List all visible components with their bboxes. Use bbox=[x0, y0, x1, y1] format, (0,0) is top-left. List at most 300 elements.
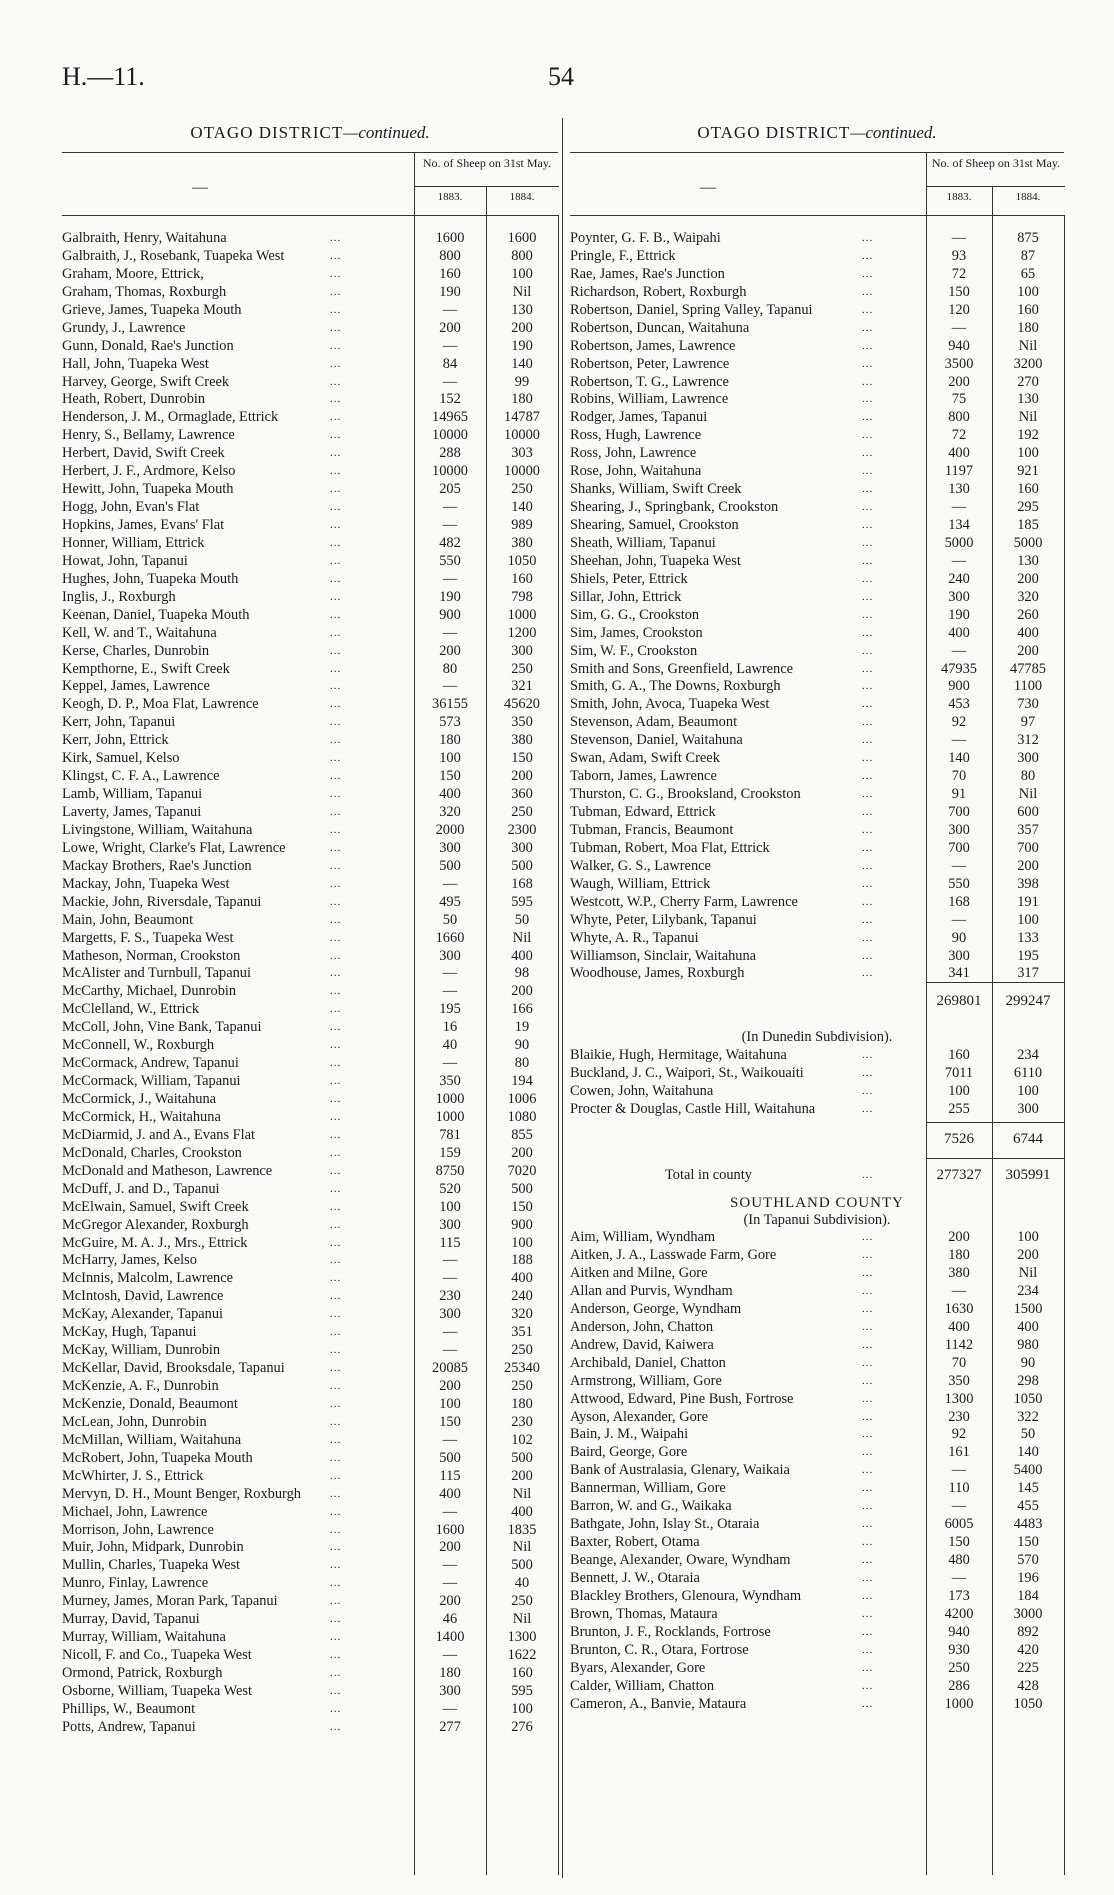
leader-dots: ... bbox=[330, 519, 342, 531]
owner-name: Cowen, John, Waitahuna bbox=[570, 1083, 714, 1100]
sheep-1883: 800 bbox=[948, 409, 970, 426]
table-row bbox=[570, 625, 1064, 643]
table-row bbox=[570, 822, 1064, 840]
leader-dots: ... bbox=[330, 1397, 342, 1410]
owner-name: Main, John, Beaumont bbox=[62, 911, 194, 928]
leader-dots: ... bbox=[862, 877, 874, 890]
owner-name: Grundy, J., Lawrence bbox=[62, 319, 186, 336]
owner-name: Hopkins, James, Evans' Flat bbox=[62, 517, 225, 533]
sheep-1883: 160 bbox=[439, 265, 461, 282]
owner-name: Ross, Hugh, Lawrence bbox=[570, 427, 702, 444]
sheep-1884: 87 bbox=[1020, 247, 1036, 264]
column-rule bbox=[992, 215, 993, 1875]
sheep-1884: 595 bbox=[511, 1682, 533, 1699]
sheep-1883: — bbox=[442, 1324, 458, 1341]
sheep-1884: 892 bbox=[1017, 1623, 1039, 1640]
sheep-1884: 98 bbox=[514, 965, 530, 982]
owner-name: Kirk, Samuel, Kelso bbox=[62, 750, 180, 767]
leader-dots: ... bbox=[862, 1661, 874, 1674]
sheep-1883: 100 bbox=[439, 1198, 461, 1215]
table-row bbox=[570, 965, 1064, 983]
sheep-1884: 855 bbox=[511, 1126, 533, 1143]
sheep-1884: 3000 bbox=[1013, 1605, 1043, 1622]
sheep-1883: 255 bbox=[948, 1101, 970, 1118]
sheep-1883: 72 bbox=[951, 427, 967, 444]
leader-dots: ... bbox=[330, 1057, 342, 1070]
sheep-1883: — bbox=[442, 517, 458, 533]
sheep-1884: 47785 bbox=[1010, 660, 1046, 677]
sheep-1884: 303 bbox=[511, 445, 533, 462]
leader-dots: ... bbox=[862, 572, 874, 585]
table-row bbox=[62, 1593, 558, 1611]
owner-name: Allan and Purvis, Wyndham bbox=[570, 1282, 733, 1299]
table-row bbox=[570, 1319, 1064, 1337]
table-row bbox=[62, 840, 558, 858]
sheep-1883: — bbox=[951, 911, 967, 928]
leader-dots: ... bbox=[330, 303, 342, 316]
sheep-1884: 250 bbox=[511, 1593, 533, 1610]
owner-name: McLean, John, Dunrobin bbox=[62, 1413, 207, 1430]
dunedin-rows bbox=[570, 1047, 1064, 1119]
owner-name: Smith, John, Avoca, Tuapeka West bbox=[570, 696, 770, 713]
leader-dots: ... bbox=[330, 1720, 342, 1733]
table-row bbox=[62, 643, 558, 661]
sheep-1884: 875 bbox=[1017, 230, 1039, 246]
table-row bbox=[62, 858, 558, 876]
table-row bbox=[62, 1719, 558, 1737]
leader-dots: ... bbox=[862, 913, 874, 926]
owner-name: Heath, Robert, Dunrobin bbox=[62, 391, 206, 408]
leader-dots: ... bbox=[862, 249, 874, 262]
table-row bbox=[62, 1665, 558, 1683]
sheep-1883: — bbox=[442, 1503, 458, 1520]
leader-dots: ... bbox=[862, 1231, 874, 1244]
sheep-1884: 420 bbox=[1017, 1641, 1039, 1658]
left-table-header bbox=[62, 152, 558, 216]
sheep-1884: 5000 bbox=[1013, 534, 1043, 551]
sheep-1883: 10000 bbox=[432, 463, 468, 480]
sheep-1884: 45620 bbox=[504, 696, 540, 713]
sheep-1883: 300 bbox=[439, 1682, 461, 1699]
table-row bbox=[570, 1337, 1064, 1355]
sheep-1883: — bbox=[951, 552, 967, 569]
leader-dots: ... bbox=[330, 357, 342, 370]
sheep-1884: 250 bbox=[511, 804, 533, 820]
owner-name: Keogh, D. P., Moa Flat, Lawrence bbox=[62, 696, 259, 713]
owner-name: Westcott, W.P., Cherry Farm, Lawrence bbox=[570, 893, 798, 910]
leader-dots: ... bbox=[862, 1267, 874, 1279]
column-rule bbox=[414, 215, 415, 1875]
sheep-1883: — bbox=[442, 1055, 458, 1072]
sheep-1883: 3500 bbox=[944, 355, 974, 372]
sheep-1884: 1200 bbox=[507, 624, 537, 641]
sheep-1884: 400 bbox=[511, 1503, 533, 1520]
leader-dots: ... bbox=[862, 770, 874, 783]
owner-name: Hall, John, Tuapeka West bbox=[62, 355, 209, 372]
leader-dots: ... bbox=[330, 1451, 342, 1464]
sheep-1884: 1300 bbox=[507, 1629, 537, 1646]
sheep-1884: 90 bbox=[1020, 1354, 1036, 1371]
table-row bbox=[62, 1360, 558, 1378]
owner-name: Hewitt, John, Tuapeka Mouth bbox=[62, 481, 234, 498]
sum-rule bbox=[926, 982, 1064, 983]
leader-dots: ... bbox=[330, 536, 342, 549]
sheep-1884: 200 bbox=[511, 983, 533, 1000]
owner-name: Procter & Douglas, Castle Hill, Waitahuna bbox=[570, 1101, 816, 1118]
sheep-1883: 480 bbox=[948, 1552, 970, 1568]
column-rule bbox=[926, 215, 927, 1875]
sheep-1884: 225 bbox=[1017, 1659, 1039, 1676]
leader-dots: ... bbox=[862, 841, 874, 854]
owner-name: McKay, William, Dunrobin bbox=[62, 1342, 221, 1359]
owner-name: Mackay Brothers, Rae's Junction bbox=[62, 857, 252, 874]
table-row bbox=[62, 678, 558, 696]
sheep-1884: 145 bbox=[1017, 1480, 1039, 1497]
table-row bbox=[570, 427, 1064, 445]
owner-name: Howat, John, Tapanui bbox=[62, 552, 188, 569]
sheep-1883: — bbox=[442, 373, 458, 390]
table-row bbox=[62, 391, 558, 409]
owner-name: Herbert, David, Swift Creek bbox=[62, 445, 225, 462]
owner-name: Rose, John, Waitahuna bbox=[570, 463, 702, 480]
sheep-1884: 798 bbox=[511, 588, 533, 605]
sheep-1884: 190 bbox=[511, 337, 533, 354]
sheep-1884: 500 bbox=[511, 1449, 533, 1466]
leader-dots: ... bbox=[330, 1523, 342, 1536]
sheep-1883: 400 bbox=[439, 786, 461, 803]
table-row bbox=[570, 266, 1064, 284]
dunedin-subdivision-heading: (In Dunedin Subdivision). bbox=[741, 1029, 893, 1046]
sheep-1884: 1600 bbox=[507, 230, 537, 246]
sheep-1883: — bbox=[951, 1462, 967, 1479]
owner-name: Gunn, Donald, Rae's Junction bbox=[62, 337, 234, 354]
right-column bbox=[570, 118, 1064, 1878]
sheep-1884: 140 bbox=[1017, 1444, 1039, 1461]
owner-name: Matheson, Norman, Crookston bbox=[62, 947, 241, 964]
report-code: H.—11. bbox=[62, 62, 145, 91]
owner-name: Poynter, G. F. B., Waipahi bbox=[570, 230, 721, 246]
sheep-1884: 500 bbox=[511, 1180, 533, 1197]
sheep-1884: 270 bbox=[1017, 373, 1039, 390]
leader-dots: ... bbox=[330, 1684, 342, 1697]
owner-name: Whyte, A. R., Tapanui bbox=[570, 929, 699, 946]
county-total-1884: 305991 bbox=[1005, 1167, 1051, 1184]
leader-dots: ... bbox=[330, 267, 342, 280]
column-divider bbox=[562, 118, 563, 1878]
owner-name: Swan, Adam, Swift Creek bbox=[570, 750, 720, 767]
owner-name: Bain, J. M., Waipahi bbox=[570, 1426, 689, 1443]
owner-name: Beange, Alexander, Oware, Wyndham bbox=[570, 1552, 791, 1568]
table-row bbox=[570, 696, 1064, 714]
right-table-body bbox=[570, 230, 1064, 1713]
table-row bbox=[570, 1552, 1064, 1570]
sheep-1883: 700 bbox=[948, 839, 970, 856]
sheep-1884: 320 bbox=[1017, 588, 1039, 605]
leader-dots: ... bbox=[862, 1284, 874, 1297]
owner-name: McKay, Alexander, Tapanui bbox=[62, 1306, 224, 1323]
sheep-1883: 80 bbox=[442, 660, 458, 677]
leader-dots: ... bbox=[330, 1290, 342, 1303]
right-column-title: OTAGO DISTRICT—continued. bbox=[697, 123, 937, 142]
leader-dots: ... bbox=[330, 734, 342, 747]
sheep-1883: — bbox=[951, 732, 967, 749]
sheep-1883: 1600 bbox=[435, 1521, 465, 1538]
table-row bbox=[62, 1181, 558, 1199]
owner-name: Sim, G. G., Crookston bbox=[570, 606, 700, 623]
table-row bbox=[62, 912, 558, 930]
sheep-1884: 25340 bbox=[504, 1360, 540, 1377]
sheep-1883: 520 bbox=[439, 1180, 461, 1197]
page-header bbox=[0, 62, 1114, 102]
table-row bbox=[570, 1624, 1064, 1642]
leader-dots: ... bbox=[330, 877, 342, 890]
table-row bbox=[62, 1557, 558, 1575]
table-row bbox=[570, 930, 1064, 948]
sheep-1884: 360 bbox=[511, 786, 533, 803]
sheep-1883: 100 bbox=[948, 1083, 970, 1100]
leader-dots: ... bbox=[862, 1482, 874, 1495]
leader-dots: ... bbox=[862, 285, 874, 298]
sheep-1884: 200 bbox=[511, 1467, 533, 1484]
table-row bbox=[570, 374, 1064, 392]
sheep-1883: 7011 bbox=[944, 1065, 974, 1082]
sheep-1883: 200 bbox=[439, 319, 461, 336]
sheep-1883: 152 bbox=[439, 391, 461, 408]
table-row bbox=[62, 1414, 558, 1432]
sheep-1883: 300 bbox=[948, 588, 970, 605]
sheep-1883: 190 bbox=[439, 283, 461, 300]
sheep-1883: 168 bbox=[948, 893, 970, 910]
owner-name: Muir, John, Midpark, Dunrobin bbox=[62, 1539, 244, 1556]
owner-name: Whyte, Peter, Lilybank, Tapanui bbox=[570, 911, 757, 928]
table-row bbox=[570, 750, 1064, 768]
leader-dots: ... bbox=[862, 626, 874, 639]
sheep-1884: 130 bbox=[1017, 391, 1039, 408]
sheep-1884: 65 bbox=[1020, 265, 1036, 282]
owner-name: Ayson, Alexander, Gore bbox=[570, 1408, 708, 1425]
owner-name: Henderson, J. M., Ormaglade, Ettrick bbox=[62, 409, 279, 426]
sheep-1884: 234 bbox=[1017, 1282, 1039, 1299]
table-row bbox=[570, 571, 1064, 589]
leader-dots: ... bbox=[330, 1164, 342, 1177]
sheep-1884: 50 bbox=[514, 911, 530, 928]
sheep-1883: 5000 bbox=[944, 534, 974, 551]
table-row bbox=[62, 1683, 558, 1701]
table-row bbox=[570, 1373, 1064, 1391]
sheep-1884: Nil bbox=[1018, 1265, 1038, 1281]
sheep-1884: 194 bbox=[511, 1073, 533, 1090]
table-row bbox=[62, 535, 558, 553]
table-row bbox=[570, 1391, 1064, 1409]
table-row bbox=[570, 1065, 1064, 1083]
table-row bbox=[62, 1037, 558, 1055]
sheep-1884: 150 bbox=[511, 1198, 533, 1215]
owner-name: McMillan, William, Waitahuna bbox=[62, 1431, 242, 1448]
sheep-1884: 140 bbox=[511, 499, 533, 516]
sheep-1884: 150 bbox=[511, 750, 533, 767]
table-row bbox=[62, 1252, 558, 1270]
year-1884-header: 1884. bbox=[1015, 191, 1041, 203]
sheep-1883: 1660 bbox=[435, 929, 465, 946]
year-1883-header: 1883. bbox=[437, 191, 463, 203]
table-row bbox=[570, 356, 1064, 374]
table-row bbox=[62, 1288, 558, 1306]
owner-name: Stevenson, Adam, Beaumont bbox=[570, 714, 738, 731]
owner-name: Laverty, James, Tapanui bbox=[62, 804, 202, 820]
leader-dots: ... bbox=[330, 841, 342, 854]
sheep-1883: 205 bbox=[439, 481, 461, 498]
leader-dots: ... bbox=[862, 1446, 874, 1459]
sheep-1884: 400 bbox=[511, 947, 533, 964]
owner-name: Shanks, William, Swift Creek bbox=[570, 481, 742, 498]
sheep-1883: 150 bbox=[948, 283, 970, 300]
owner-name: Baxter, Robert, Otama bbox=[570, 1534, 700, 1551]
table-row bbox=[570, 1409, 1064, 1427]
table-row bbox=[62, 230, 558, 248]
owner-name: McKellar, David, Brooksdale, Tapanui bbox=[62, 1360, 285, 1377]
sheep-1883: 84 bbox=[442, 355, 458, 372]
sheep-1883: 300 bbox=[948, 947, 970, 964]
leader-dots: ... bbox=[330, 662, 342, 675]
table-row bbox=[62, 1396, 558, 1414]
table-row bbox=[570, 732, 1064, 750]
table-row bbox=[570, 553, 1064, 571]
owner-name: Waugh, William, Ettrick bbox=[570, 875, 711, 892]
sheep-1883: 350 bbox=[948, 1372, 970, 1389]
leader-dots: ... bbox=[862, 1103, 874, 1116]
table-row bbox=[62, 1342, 558, 1360]
sheep-1884: 150 bbox=[1017, 1534, 1039, 1551]
leader-dots: ... bbox=[330, 931, 342, 944]
leader-dots: ... bbox=[330, 967, 342, 980]
sheep-1883: — bbox=[442, 1342, 458, 1359]
sheep-1883: 200 bbox=[948, 1229, 970, 1246]
sheep-1884: 14787 bbox=[504, 409, 540, 426]
sheep-1884: 380 bbox=[511, 534, 533, 551]
leader-dots: ... bbox=[330, 1380, 342, 1392]
sheep-1884: 40 bbox=[514, 1575, 530, 1592]
owner-name: Bathgate, John, Islay St., Otaraia bbox=[570, 1516, 760, 1533]
sheep-1883: — bbox=[442, 1575, 458, 1592]
sheep-1884: 1000 bbox=[507, 606, 537, 623]
owner-name: McInnis, Malcolm, Lawrence bbox=[62, 1270, 234, 1287]
sheep-1883: — bbox=[442, 1647, 458, 1664]
owner-name: Tubman, Robert, Moa Flat, Ettrick bbox=[570, 839, 770, 856]
sheep-1883: 300 bbox=[439, 947, 461, 964]
leader-dots: ... bbox=[330, 788, 342, 801]
owner-name: Lamb, William, Tapanui bbox=[62, 786, 203, 803]
leader-dots: ... bbox=[862, 1643, 874, 1656]
left-column bbox=[62, 118, 558, 1878]
owner-name: Taborn, James, Lawrence bbox=[570, 768, 717, 785]
table-row bbox=[570, 1570, 1064, 1588]
table-row bbox=[62, 1432, 558, 1450]
table-row bbox=[62, 768, 558, 786]
sheep-1883: 550 bbox=[948, 875, 970, 892]
table-row bbox=[570, 840, 1064, 858]
leader-dots: ... bbox=[330, 1649, 342, 1662]
leader-dots: ... bbox=[862, 483, 874, 496]
leader-dots: ... bbox=[330, 1218, 342, 1231]
owner-name: McClelland, W., Ettrick bbox=[62, 1001, 200, 1018]
left-column-title: OTAGO DISTRICT—continued. bbox=[190, 123, 430, 142]
leader-dots: ... bbox=[862, 447, 874, 460]
table-row bbox=[62, 1611, 558, 1629]
leader-dots: ... bbox=[330, 572, 342, 585]
sheep-1884: 200 bbox=[511, 768, 533, 785]
sheep-1883: 1400 bbox=[435, 1629, 465, 1646]
sheep-1884: 321 bbox=[511, 678, 533, 695]
leader-dots: ... bbox=[330, 1128, 342, 1141]
sheep-1883: — bbox=[951, 642, 967, 659]
otago-rows bbox=[570, 230, 1064, 983]
sheep-1884: 7020 bbox=[507, 1162, 537, 1179]
sheep-1883: — bbox=[442, 624, 458, 641]
sheep-1883: 75 bbox=[951, 391, 967, 408]
leader-dots: ... bbox=[862, 554, 874, 567]
sheep-1884: 300 bbox=[1017, 1101, 1039, 1118]
sheep-1883: — bbox=[442, 965, 458, 982]
sheep-1884: 1050 bbox=[1013, 1390, 1043, 1407]
owner-name: Robertson, Duncan, Waitahuna bbox=[570, 319, 750, 336]
leader-dots: ... bbox=[862, 949, 874, 962]
sheep-1883: 2000 bbox=[435, 821, 465, 838]
table-row bbox=[570, 678, 1064, 696]
owner-name: Harvey, George, Swift Creek bbox=[62, 373, 230, 390]
owner-name: Aitken and Milne, Gore bbox=[570, 1265, 708, 1281]
sheep-1883: — bbox=[442, 983, 458, 1000]
table-row bbox=[570, 1480, 1064, 1498]
table-row bbox=[62, 1522, 558, 1540]
owner-name: Munro, Finlay, Lawrence bbox=[62, 1575, 209, 1592]
sheep-1883: 200 bbox=[439, 1593, 461, 1610]
sheep-1884: 350 bbox=[511, 714, 533, 731]
owner-name: Morrison, John, Lawrence bbox=[62, 1521, 214, 1538]
leader-dots: ... bbox=[330, 1344, 342, 1357]
table-row bbox=[62, 1575, 558, 1593]
table-row bbox=[570, 1444, 1064, 1462]
table-row bbox=[62, 732, 558, 750]
sheep-1883: 93 bbox=[951, 247, 967, 264]
table-row bbox=[570, 948, 1064, 966]
leader-dots: ... bbox=[862, 752, 874, 765]
leader-dots: ... bbox=[330, 447, 342, 460]
owner-name: Kerr, John, Ettrick bbox=[62, 732, 169, 749]
sheep-1884: 166 bbox=[511, 1001, 533, 1018]
leader-dots: ... bbox=[330, 1039, 342, 1052]
owner-name: Livingstone, William, Waitahuna bbox=[62, 821, 253, 838]
sheep-1884: 300 bbox=[1017, 750, 1039, 767]
leader-dots: ... bbox=[330, 1702, 342, 1715]
sheep-1884: Nil bbox=[512, 1485, 532, 1502]
owner-name: Calder, William, Chatton bbox=[570, 1677, 715, 1694]
owner-name: Robertson, Peter, Lawrence bbox=[570, 355, 730, 372]
owner-name: McDonald, Charles, Crookston bbox=[62, 1144, 242, 1161]
owner-name: McColl, John, Vine Bank, Tapanui bbox=[62, 1019, 262, 1036]
leader-dots: ... bbox=[330, 1021, 342, 1034]
table-row bbox=[62, 965, 558, 983]
leader-dots: ... bbox=[330, 1559, 342, 1572]
sheep-1884: 50 bbox=[1020, 1426, 1036, 1443]
owner-name: Klingst, C. F. A., Lawrence bbox=[62, 768, 220, 785]
sheep-1883: 700 bbox=[948, 804, 970, 820]
sheep-1884: 195 bbox=[1017, 947, 1039, 964]
table-row bbox=[62, 1468, 558, 1486]
sheep-1883: 300 bbox=[439, 1306, 461, 1323]
owner-name: Smith, G. A., The Downs, Roxburgh bbox=[570, 678, 781, 695]
leader-dots: ... bbox=[330, 1093, 342, 1105]
sheep-1884: 3200 bbox=[1013, 355, 1043, 372]
